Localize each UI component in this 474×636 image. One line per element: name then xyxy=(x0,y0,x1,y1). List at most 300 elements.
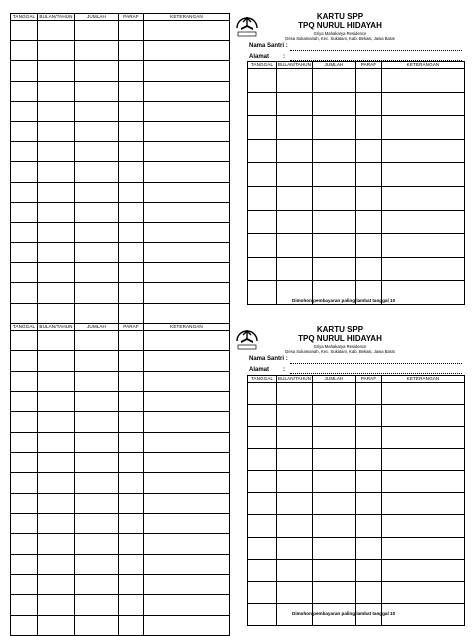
payment-deadline-note: Dimohon pembayaran paling lambat tanggal 10 xyxy=(292,298,396,303)
ledger-cell[interactable] xyxy=(356,471,382,493)
ledger-row xyxy=(248,139,465,163)
card-org-name: TPQ NURUL HIDAYAH xyxy=(298,21,382,30)
ledger-cell[interactable] xyxy=(11,283,38,303)
ledger-cell[interactable] xyxy=(119,142,144,162)
ledger-cell[interactable] xyxy=(75,21,119,41)
ledger-row xyxy=(11,595,230,615)
ledger-cell[interactable] xyxy=(356,449,382,471)
ledger-cell[interactable] xyxy=(382,69,465,93)
ledger-cell[interactable] xyxy=(313,69,356,93)
ledger-cell[interactable] xyxy=(119,351,144,371)
ledger-cell[interactable] xyxy=(119,101,144,121)
ledger-cell[interactable] xyxy=(356,69,382,93)
ledger-cell[interactable] xyxy=(356,559,382,581)
ledger-cell[interactable] xyxy=(144,142,230,162)
ledger-cell[interactable] xyxy=(11,21,38,41)
ledger-row xyxy=(248,163,465,187)
ledger-cell[interactable] xyxy=(119,21,144,41)
ledger-row xyxy=(248,537,465,559)
ledger-cell[interactable] xyxy=(313,210,356,234)
ledger-cell[interactable] xyxy=(11,615,38,635)
ledger-cell[interactable] xyxy=(38,61,75,81)
ledger-cell[interactable] xyxy=(119,222,144,242)
ledger-cell[interactable] xyxy=(382,116,465,140)
ledger-cell[interactable] xyxy=(38,554,75,574)
ledger-cell[interactable] xyxy=(11,391,38,411)
ledger-cell[interactable] xyxy=(277,515,313,537)
ledger-row xyxy=(11,283,230,303)
ledger-cell[interactable] xyxy=(313,92,356,116)
ledger-cell[interactable] xyxy=(119,303,144,323)
ledger-cell[interactable] xyxy=(382,383,465,405)
ledger-cell[interactable] xyxy=(119,243,144,263)
ledger-cell[interactable] xyxy=(119,81,144,101)
ledger-cell[interactable] xyxy=(144,473,230,493)
ledger-cell[interactable] xyxy=(38,101,75,121)
ledger-cell[interactable] xyxy=(356,383,382,405)
col-jumlah: JUMLAH xyxy=(313,376,356,383)
ledger-row xyxy=(248,515,465,537)
ledger-cell[interactable] xyxy=(11,222,38,242)
ledger-cell[interactable] xyxy=(75,41,119,61)
ledger-cell[interactable] xyxy=(119,391,144,411)
ledger-cell[interactable] xyxy=(144,222,230,242)
ledger-cell[interactable] xyxy=(119,432,144,452)
ledger-cell[interactable] xyxy=(119,331,144,351)
card-title: KARTU SPP xyxy=(316,12,364,21)
ledger-cell[interactable] xyxy=(144,202,230,222)
ledger-row xyxy=(11,263,230,283)
ledger-cell[interactable] xyxy=(248,449,277,471)
ledger-cell[interactable] xyxy=(75,351,119,371)
ledger-row xyxy=(248,471,465,493)
ledger-cell[interactable] xyxy=(144,182,230,202)
ledger-cell[interactable] xyxy=(356,116,382,140)
ledger-cell[interactable] xyxy=(144,391,230,411)
ledger-cell[interactable] xyxy=(38,182,75,202)
ledger-cell[interactable] xyxy=(277,257,313,281)
ledger-row xyxy=(11,554,230,574)
ledger-cell[interactable] xyxy=(119,473,144,493)
ledger-cell[interactable] xyxy=(248,69,277,93)
col-tanggal: TANGGAL xyxy=(248,62,277,69)
ledger-cell[interactable] xyxy=(313,163,356,187)
ledger-cell[interactable] xyxy=(75,493,119,513)
ledger-cell[interactable] xyxy=(11,243,38,263)
ledger-cell[interactable] xyxy=(248,603,277,625)
ledger-cell[interactable] xyxy=(144,21,230,41)
ledger-cell[interactable] xyxy=(38,371,75,391)
ledger-cell[interactable] xyxy=(313,581,356,603)
ledger-cell[interactable] xyxy=(277,537,313,559)
ledger-cell[interactable] xyxy=(119,513,144,533)
ledger-cell[interactable] xyxy=(248,92,277,116)
ledger-cell[interactable] xyxy=(313,116,356,140)
ledger-cell[interactable] xyxy=(38,222,75,242)
ledger-cell[interactable] xyxy=(38,351,75,371)
ledger-cell[interactable] xyxy=(38,412,75,432)
ledger-row xyxy=(11,101,230,121)
ledger-cell[interactable] xyxy=(248,186,277,210)
col-keterangan: KETERANGAN xyxy=(144,14,230,21)
ledger-cell[interactable] xyxy=(38,574,75,594)
ledger-cell[interactable] xyxy=(75,121,119,141)
ledger-cell[interactable] xyxy=(144,412,230,432)
col-paraf: PARAF xyxy=(356,62,382,69)
name-fill-line xyxy=(290,363,462,364)
ledger-cell[interactable] xyxy=(144,574,230,594)
ledger-cell[interactable] xyxy=(119,182,144,202)
ledger-cell[interactable] xyxy=(38,303,75,323)
ledger-cell[interactable] xyxy=(356,234,382,258)
ledger-cell[interactable] xyxy=(75,162,119,182)
col-jumlah: JUMLAH xyxy=(75,324,119,331)
ledger-cell[interactable] xyxy=(356,427,382,449)
ledger-cell[interactable] xyxy=(382,186,465,210)
ledger-row xyxy=(11,493,230,513)
ledger-row xyxy=(248,559,465,581)
ledger-cell[interactable] xyxy=(11,263,38,283)
ledger-cell[interactable] xyxy=(75,202,119,222)
ledger-cell[interactable] xyxy=(248,383,277,405)
card-address-line-1: Griya Mahakarya Residence xyxy=(313,31,367,36)
tpq-logo-icon xyxy=(234,12,260,38)
ledger-cell[interactable] xyxy=(144,554,230,574)
ledger-cell[interactable] xyxy=(356,186,382,210)
ledger-cell[interactable] xyxy=(144,452,230,472)
ledger-cell[interactable] xyxy=(119,61,144,81)
ledger-cell[interactable] xyxy=(11,41,38,61)
ledger-cell[interactable] xyxy=(75,412,119,432)
ledger-cell[interactable] xyxy=(38,432,75,452)
ledger-cell[interactable] xyxy=(38,81,75,101)
ledger-cell[interactable] xyxy=(248,427,277,449)
ledger-cell[interactable] xyxy=(248,210,277,234)
ledger-cell[interactable] xyxy=(144,534,230,554)
card-address-line-2: Desa Sukamanah, Kec. Sukatani, Kab. Bekasi, Jawa Barat xyxy=(285,36,395,41)
ledger-cell[interactable] xyxy=(119,412,144,432)
ledger-cell[interactable] xyxy=(144,493,230,513)
ledger-cell[interactable] xyxy=(313,186,356,210)
ledger-cell[interactable] xyxy=(144,41,230,61)
ledger-body xyxy=(11,21,230,324)
ledger-cell[interactable] xyxy=(277,163,313,187)
ledger-cell[interactable] xyxy=(38,473,75,493)
ledger-cell[interactable] xyxy=(11,303,38,323)
ledger-cell[interactable] xyxy=(144,351,230,371)
ledger-row xyxy=(248,186,465,210)
ledger-body xyxy=(248,383,465,626)
col-keterangan: KETERANGAN xyxy=(144,324,230,331)
ledger-row xyxy=(11,615,230,635)
ledger-cell[interactable] xyxy=(277,471,313,493)
ledger-row xyxy=(11,202,230,222)
ledger-cell[interactable] xyxy=(119,574,144,594)
ledger-cell[interactable] xyxy=(313,493,356,515)
ledger-cell[interactable] xyxy=(38,142,75,162)
ledger-cell[interactable] xyxy=(313,383,356,405)
ledger-cell[interactable] xyxy=(119,615,144,635)
ledger-cell[interactable] xyxy=(382,210,465,234)
ledger-cell[interactable] xyxy=(382,493,465,515)
ledger-cell[interactable] xyxy=(277,581,313,603)
ledger-cell[interactable] xyxy=(356,537,382,559)
ledger-cell[interactable] xyxy=(277,210,313,234)
ledger-cell[interactable] xyxy=(11,202,38,222)
ledger-cell[interactable] xyxy=(75,222,119,242)
ledger-row xyxy=(11,371,230,391)
name-label: Nama Santri : xyxy=(249,43,288,49)
ledger-cell[interactable] xyxy=(313,257,356,281)
ledger-cell[interactable] xyxy=(119,283,144,303)
ledger-cell[interactable] xyxy=(382,449,465,471)
ledger-cell[interactable] xyxy=(38,615,75,635)
ledger-cell[interactable] xyxy=(248,515,277,537)
ledger-cell[interactable] xyxy=(11,121,38,141)
ledger-cell[interactable] xyxy=(248,537,277,559)
ledger-cell[interactable] xyxy=(313,559,356,581)
ledger-cell[interactable] xyxy=(11,554,38,574)
ledger-row xyxy=(11,142,230,162)
ledger-cell[interactable] xyxy=(277,186,313,210)
ledger-cell[interactable] xyxy=(248,281,277,305)
ledger-cell[interactable] xyxy=(356,493,382,515)
ledger-cell[interactable] xyxy=(248,471,277,493)
ledger-cell[interactable] xyxy=(277,139,313,163)
ledger-cell[interactable] xyxy=(382,515,465,537)
ledger-cell[interactable] xyxy=(144,61,230,81)
ledger-cell[interactable] xyxy=(119,493,144,513)
ledger-cell[interactable] xyxy=(356,139,382,163)
ledger-cell[interactable] xyxy=(248,559,277,581)
ledger-cell[interactable] xyxy=(382,581,465,603)
ledger-cell[interactable] xyxy=(144,121,230,141)
ledger-cell[interactable] xyxy=(75,81,119,101)
ledger-cell[interactable] xyxy=(248,405,277,427)
ledger-cell[interactable] xyxy=(119,121,144,141)
ledger-cell[interactable] xyxy=(11,452,38,472)
ledger-cell[interactable] xyxy=(382,405,465,427)
ledger-cell[interactable] xyxy=(38,283,75,303)
ledger-cell[interactable] xyxy=(75,595,119,615)
col-bulan-tahun: BULAN/TAHUN xyxy=(39,324,73,329)
ledger-cell[interactable] xyxy=(38,493,75,513)
ledger-cell[interactable] xyxy=(11,493,38,513)
card-address-line-1: Griya Mahakarya Residence xyxy=(313,344,367,349)
ledger-cell[interactable] xyxy=(144,81,230,101)
address-colon: : xyxy=(283,54,285,60)
ledger-cell[interactable] xyxy=(119,162,144,182)
ledger-cell[interactable] xyxy=(277,234,313,258)
ledger-cell[interactable] xyxy=(38,331,75,351)
ledger-cell[interactable] xyxy=(356,257,382,281)
ledger-cell[interactable] xyxy=(75,182,119,202)
ledger-cell[interactable] xyxy=(11,534,38,554)
ledger-cell[interactable] xyxy=(75,452,119,472)
ledger-table-top-left xyxy=(10,13,230,324)
ledger-cell[interactable] xyxy=(75,331,119,351)
ledger-cell[interactable] xyxy=(144,162,230,182)
ledger-cell[interactable] xyxy=(144,615,230,635)
ledger-cell[interactable] xyxy=(382,139,465,163)
ledger-cell[interactable] xyxy=(277,559,313,581)
ledger-cell[interactable] xyxy=(313,405,356,427)
ledger-cell[interactable] xyxy=(38,513,75,533)
ledger-cell[interactable] xyxy=(277,427,313,449)
ledger-row xyxy=(11,162,230,182)
ledger-cell[interactable] xyxy=(144,101,230,121)
ledger-cell[interactable] xyxy=(248,493,277,515)
ledger-row xyxy=(11,432,230,452)
ledger-cell[interactable] xyxy=(119,263,144,283)
ledger-cell[interactable] xyxy=(144,371,230,391)
ledger-cell[interactable] xyxy=(75,142,119,162)
ledger-cell[interactable] xyxy=(38,41,75,61)
ledger-cell[interactable] xyxy=(75,61,119,81)
ledger-cell[interactable] xyxy=(11,574,38,594)
ledger-header-row xyxy=(248,376,465,383)
ledger-cell[interactable] xyxy=(277,449,313,471)
ledger-cell[interactable] xyxy=(75,574,119,594)
ledger-cell[interactable] xyxy=(38,391,75,411)
ledger-cell[interactable] xyxy=(382,92,465,116)
ledger-cell[interactable] xyxy=(277,383,313,405)
ledger-cell[interactable] xyxy=(119,202,144,222)
ledger-cell[interactable] xyxy=(144,331,230,351)
ledger-cell[interactable] xyxy=(144,283,230,303)
ledger-cell[interactable] xyxy=(248,163,277,187)
ledger-cell[interactable] xyxy=(144,263,230,283)
ledger-cell[interactable] xyxy=(277,69,313,93)
ledger-cell[interactable] xyxy=(38,162,75,182)
col-bulan-tahun: BULAN/TAHUN xyxy=(277,62,312,67)
ledger-cell[interactable] xyxy=(11,331,38,351)
ledger-cell[interactable] xyxy=(11,61,38,81)
ledger-cell[interactable] xyxy=(11,371,38,391)
ledger-cell[interactable] xyxy=(11,513,38,533)
ledger-cell[interactable] xyxy=(11,412,38,432)
ledger-cell[interactable] xyxy=(382,427,465,449)
col-jumlah: JUMLAH xyxy=(75,14,119,21)
ledger-cell[interactable] xyxy=(277,493,313,515)
ledger-cell[interactable] xyxy=(356,163,382,187)
ledger-cell[interactable] xyxy=(248,234,277,258)
ledger-cell[interactable] xyxy=(11,162,38,182)
ledger-cell[interactable] xyxy=(144,513,230,533)
ledger-cell[interactable] xyxy=(144,303,230,323)
ledger-cell[interactable] xyxy=(356,581,382,603)
ledger-cell[interactable] xyxy=(38,243,75,263)
ledger-header-row xyxy=(11,324,230,331)
ledger-cell[interactable] xyxy=(313,449,356,471)
ledger-cell[interactable] xyxy=(144,243,230,263)
ledger-cell[interactable] xyxy=(38,263,75,283)
ledger-cell[interactable] xyxy=(75,371,119,391)
ledger-cell[interactable] xyxy=(144,432,230,452)
ledger-cell[interactable] xyxy=(313,139,356,163)
ledger-cell[interactable] xyxy=(382,537,465,559)
ledger-cell[interactable] xyxy=(248,116,277,140)
ledger-cell[interactable] xyxy=(75,615,119,635)
ledger-cell[interactable] xyxy=(119,534,144,554)
ledger-row xyxy=(248,210,465,234)
ledger-cell[interactable] xyxy=(382,234,465,258)
ledger-cell[interactable] xyxy=(313,427,356,449)
ledger-cell[interactable] xyxy=(382,559,465,581)
ledger-cell[interactable] xyxy=(38,595,75,615)
col-tanggal: TANGGAL xyxy=(11,14,38,21)
ledger-cell[interactable] xyxy=(75,263,119,283)
ledger-cell[interactable] xyxy=(119,41,144,61)
ledger-cell[interactable] xyxy=(38,452,75,472)
ledger-cell[interactable] xyxy=(75,554,119,574)
col-tanggal: TANGGAL xyxy=(248,376,277,383)
ledger-row xyxy=(248,92,465,116)
ledger-cell[interactable] xyxy=(38,202,75,222)
ledger-cell[interactable] xyxy=(277,116,313,140)
ledger-cell[interactable] xyxy=(11,182,38,202)
ledger-cell[interactable] xyxy=(75,243,119,263)
ledger-row xyxy=(248,405,465,427)
ledger-cell[interactable] xyxy=(248,581,277,603)
ledger-cell[interactable] xyxy=(11,81,38,101)
ledger-row xyxy=(11,182,230,202)
ledger-row xyxy=(248,257,465,281)
ledger-row xyxy=(11,574,230,594)
ledger-cell[interactable] xyxy=(382,163,465,187)
ledger-cell[interactable] xyxy=(356,210,382,234)
ledger-cell[interactable] xyxy=(356,405,382,427)
ledger-cell[interactable] xyxy=(119,595,144,615)
ledger-cell[interactable] xyxy=(11,142,38,162)
ledger-cell[interactable] xyxy=(11,595,38,615)
ledger-row xyxy=(11,222,230,242)
ledger-cell[interactable] xyxy=(75,432,119,452)
ledger-cell[interactable] xyxy=(277,405,313,427)
ledger-cell[interactable] xyxy=(119,452,144,472)
ledger-cell[interactable] xyxy=(11,473,38,493)
ledger-cell[interactable] xyxy=(248,139,277,163)
ledger-cell[interactable] xyxy=(11,432,38,452)
ledger-cell[interactable] xyxy=(38,121,75,141)
ledger-cell[interactable] xyxy=(382,471,465,493)
ledger-cell[interactable] xyxy=(75,303,119,323)
ledger-cell[interactable] xyxy=(75,391,119,411)
ledger-cell[interactable] xyxy=(38,21,75,41)
ledger-cell[interactable] xyxy=(382,257,465,281)
ledger-cell[interactable] xyxy=(75,534,119,554)
ledger-cell[interactable] xyxy=(38,534,75,554)
ledger-cell[interactable] xyxy=(11,351,38,371)
ledger-cell[interactable] xyxy=(313,471,356,493)
tpq-logo-icon xyxy=(234,325,260,351)
ledger-cell[interactable] xyxy=(313,515,356,537)
ledger-cell[interactable] xyxy=(144,595,230,615)
ledger-cell[interactable] xyxy=(119,554,144,574)
ledger-cell[interactable] xyxy=(356,92,382,116)
ledger-cell[interactable] xyxy=(313,537,356,559)
ledger-cell[interactable] xyxy=(75,473,119,493)
ledger-cell[interactable] xyxy=(248,257,277,281)
ledger-cell[interactable] xyxy=(75,101,119,121)
ledger-cell[interactable] xyxy=(119,371,144,391)
ledger-cell[interactable] xyxy=(75,283,119,303)
ledger-cell[interactable] xyxy=(75,513,119,533)
ledger-cell[interactable] xyxy=(313,234,356,258)
ledger-cell[interactable] xyxy=(11,101,38,121)
ledger-cell[interactable] xyxy=(277,92,313,116)
ledger-cell[interactable] xyxy=(356,515,382,537)
